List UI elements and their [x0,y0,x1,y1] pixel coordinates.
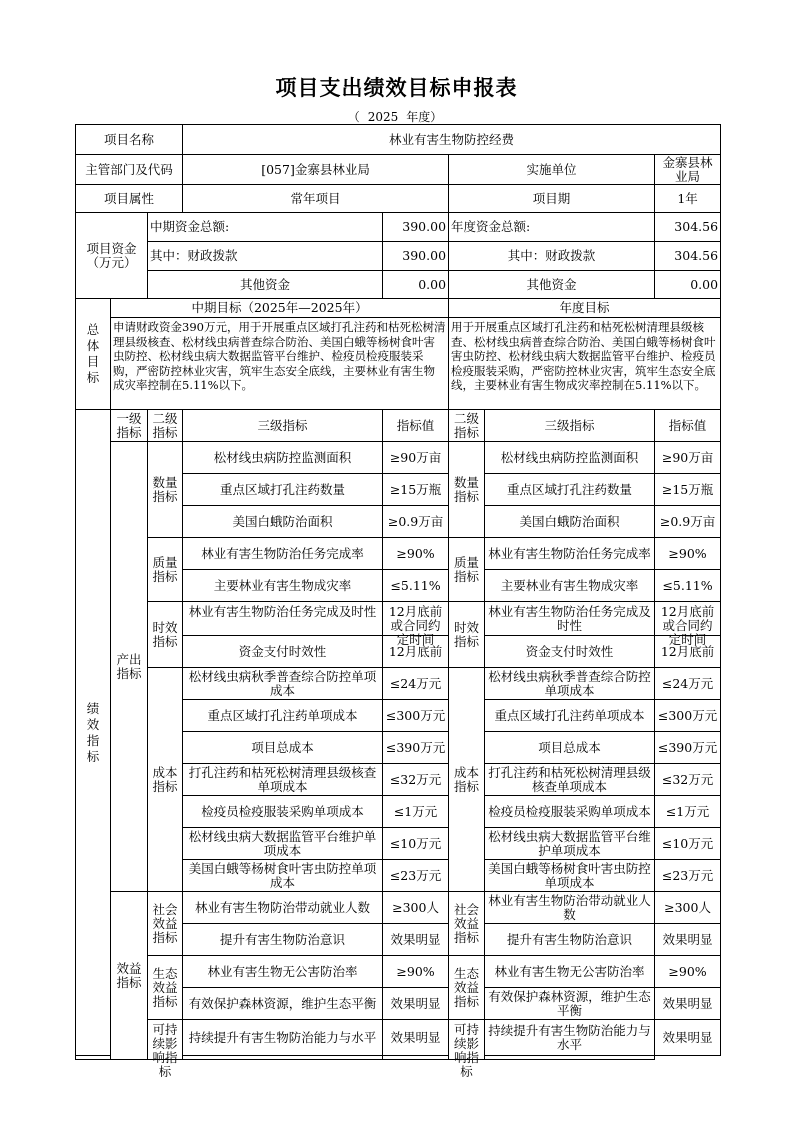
year-value: ≤32万元 [655,764,721,796]
cost-label-mid: 成本指标 [148,668,183,892]
impl-label: 实施单位 [449,155,655,185]
effect-label: 效益指标 [111,892,148,1060]
year-value: ≥15万瓶 [655,474,721,506]
year-indicator: 主要林业有害生物成灾率 [485,570,655,602]
mid-indicator: 持续提升有害生物防治能力与水平 [183,1020,383,1056]
year-total-label: 年度资金总额: [449,213,655,242]
mid-value: ≤300万元 [383,700,449,732]
mid-indicator: 林业有害生物防治任务完成及时性 [183,602,383,636]
year-indicator: 提升有害生物防治意识 [485,924,655,956]
mid-value: 效果明显 [383,988,449,1020]
year-total-value: 304.56 [655,213,721,242]
year-indicator: 项目总成本 [485,732,655,764]
performance-table [75,124,721,1079]
year-value: 2025 [367,110,399,124]
social-label-year: 社会效益指标 [449,892,485,956]
mid-indicator: 主要林业有害生物成灾率 [183,570,383,602]
year-fiscal-value: 304.56 [655,242,721,271]
year-value: ≥300人 [655,892,721,924]
year-value: ≤5.11% [655,570,721,602]
mid-value: ≤5.11% [383,570,449,602]
mid-value-spacer [183,1056,383,1060]
year-indicator: 美国白蛾等杨树食叶害虫防控单项成本 [485,860,655,892]
funds-label: 项目资金（万元） [76,213,148,299]
year-indicator: 林业有害生物防治任务完成率 [485,538,655,570]
mid-value: ≥300人 [383,892,449,924]
mid-value: ≤10万元 [383,828,449,860]
year-indicator: 持续提升有害生物防治能力与水平 [485,1020,655,1056]
mid-goal-header: 中期目标（2025年—2025年） [111,299,449,318]
mid-indicator: 重点区域打孔注药单项成本 [183,700,383,732]
mid-indicator: 美国白蛾防治面积 [183,506,383,538]
social-label-mid: 社会效益指标 [148,892,183,956]
mid-indicator: 重点区域打孔注药数量 [183,474,383,506]
year-value: 效果明显 [655,924,721,956]
attr-label: 项目属性 [76,185,183,213]
h3-label-mid: 三级指标 [183,410,383,442]
year-suffix: 年度） [406,110,443,124]
year-value: 12月底前或合同约定时间 [655,602,721,636]
quantity-label-mid: 数量指标 [148,442,183,538]
year-indicator: 林业有害生物防治任务完成及时性 [485,602,655,636]
timeliness-label-year: 时效指标 [449,602,485,668]
mid-fiscal-value: 390.00 [383,242,449,271]
year-goal-header: 年度目标 [449,299,721,318]
year-value: 效果明显 [655,988,721,1020]
mid-indicator: 打孔注药和枯死松树清理县级核查单项成本 [183,764,383,796]
year-value: 12月底前 [655,636,721,668]
year-goal-text: 用于开展重点区域打孔注药和枯死松树清理县级核查、松材线虫病普查综合防治、美国白蛾等杨树食叶害虫防控、松材线虫病大数据监管平台维护、检疫员检疫服装采购，严密防控林业灾害，筑牢生态安全底线，主要林业有害生物成灾率控制在5.11%以下。 [449,318,721,410]
goals-label: 总体目标 [76,299,111,410]
indicators-label: 绩效指标 [76,410,111,1056]
mid-total-label: 中期资金总额: [148,213,383,242]
h3-label-year: 三级指标 [485,410,655,442]
year-value: ≤10万元 [655,828,721,860]
mid-value: ≥90% [383,956,449,988]
year-value: ≤300万元 [655,700,721,732]
attr-value: 常年项目 [183,185,449,213]
year-value: ≥90万亩 [655,442,721,474]
quality-label-mid: 质量指标 [148,538,183,602]
mid-fiscal-label: 其中：财政拨款 [148,242,383,271]
year-value: ≤24万元 [655,668,721,700]
dept-value: [057]金寨县林业局 [183,155,449,185]
timeliness-label-mid: 时效指标 [148,602,183,668]
mid-value: ≤390万元 [383,732,449,764]
mid-value: ≤32万元 [383,764,449,796]
mid-indicator: 松材线虫病秋季普查综合防控单项成本 [183,668,383,700]
year-indicator: 资金支付时效性 [485,636,655,668]
mid-value: 12月底前或合同约定时间 [383,602,449,636]
mid-value: 效果明显 [383,924,449,956]
mid-indicator: 美国白蛾等杨树食叶害虫防控单项成本 [183,860,383,892]
mid-indicator-spacer [76,1056,111,1060]
period-label: 项目期 [449,185,655,213]
mid-indicator: 林业有害生物防治任务完成率 [183,538,383,570]
year-indicator: 打孔注药和枯死松树清理县级核查单项成本 [485,764,655,796]
project-name-label: 项目名称 [76,125,183,155]
mid-indicator: 项目总成本 [183,732,383,764]
year-indicator: 有效保护森林资源，维护生态平衡 [485,988,655,1020]
sustain-label-year: 可持续影响指标 [449,1020,485,1060]
year-indicator: 松材线虫病秋季普查综合防控单项成本 [485,668,655,700]
period-value: 1年 [655,185,721,213]
year-other-value: 0.00 [655,271,721,299]
mid-value: 12月底前 [383,636,449,668]
mid-other-label: 其他资金 [148,271,383,299]
impl-value: 金寨县林业局 [655,155,721,185]
eco-label-mid: 生态效益指标 [148,956,183,1020]
year-value: ≤23万元 [655,860,721,892]
year-value: ≥90% [655,956,721,988]
h1-label: 一级指标 [111,410,148,442]
year-indicator-spacer [383,1056,449,1060]
mid-indicator: 林业有害生物无公害防治率 [183,956,383,988]
mid-value: ≤1万元 [383,796,449,828]
mid-value: ≤24万元 [383,668,449,700]
year-indicator: 松材线虫病防控监测面积 [485,442,655,474]
dept-label: 主管部门及代码 [76,155,183,185]
year-fiscal-label: 其中：财政拨款 [449,242,655,271]
h2-label-mid: 二级指标 [148,410,183,442]
mid-value: ≥90万亩 [383,442,449,474]
mid-indicator: 检疫员检疫服装采购单项成本 [183,796,383,828]
year-indicator: 林业有害生物防治带动就业人数 [485,892,655,924]
year-indicator: 林业有害生物无公害防治率 [485,956,655,988]
cost-label-year: 成本指标 [449,668,485,892]
year-value: ≥0.9万亩 [655,506,721,538]
h2-label-year: 二级指标 [449,410,485,442]
eco-label-year: 生态效益指标 [449,956,485,1020]
mid-total-value: 390.00 [383,213,449,242]
mid-indicator: 林业有害生物防治带动就业人数 [183,892,383,924]
mid-value: ≤23万元 [383,860,449,892]
output-label: 产出指标 [111,442,148,892]
quality-label-year: 质量指标 [449,538,485,602]
year-indicator: 重点区域打孔注药单项成本 [485,700,655,732]
year-indicator: 松材线虫病大数据监管平台维护单项成本 [485,828,655,860]
hv-label-year: 指标值 [655,410,721,442]
year-value: ≤390万元 [655,732,721,764]
hv-label-mid: 指标值 [383,410,449,442]
mid-value: ≥90% [383,538,449,570]
year-value-spacer [485,1056,655,1060]
mid-goal-text: 申请财政资金390万元，用于开展重点区域打孔注药和枯死松树清理县级核查、松材线虫病普查综合防治、美国白蛾等杨树食叶害虫防控、松材线虫病大数据监管平台维护、检疫员检疫服装采购，严密防控林业灾害，筑牢生态安全底线，主要林业有害生物成灾率控制在5.11%以下。 [111,318,449,410]
mid-value: ≥0.9万亩 [383,506,449,538]
year-value: 效果明显 [655,1020,721,1056]
page-title: 项目支出绩效目标申报表 [275,75,518,100]
quantity-label-year: 数量指标 [449,442,485,538]
mid-indicator: 松材线虫病大数据监管平台维护单项成本 [183,828,383,860]
mid-value: 效果明显 [383,1020,449,1056]
sustain-label-mid: 可持续影响指标 [148,1020,183,1060]
year-other-label: 其他资金 [449,271,655,299]
mid-indicator: 松材线虫病防控监测面积 [183,442,383,474]
mid-value: ≥15万瓶 [383,474,449,506]
mid-other-value: 0.00 [383,271,449,299]
mid-indicator: 有效保护森林资源，维护生态平衡 [183,988,383,1020]
year-indicator: 检疫员检疫服装采购单项成本 [485,796,655,828]
year-indicator: 重点区域打孔注药数量 [485,474,655,506]
project-name-value: 林业有害生物防控经费 [183,125,721,155]
mid-indicator: 提升有害生物防治意识 [183,924,383,956]
year-value: ≤1万元 [655,796,721,828]
year-indicator: 美国白蛾防治面积 [485,506,655,538]
year-open: （ [347,110,360,124]
year-line [310,108,480,125]
mid-indicator: 资金支付时效性 [183,636,383,668]
year-value: ≥90% [655,538,721,570]
